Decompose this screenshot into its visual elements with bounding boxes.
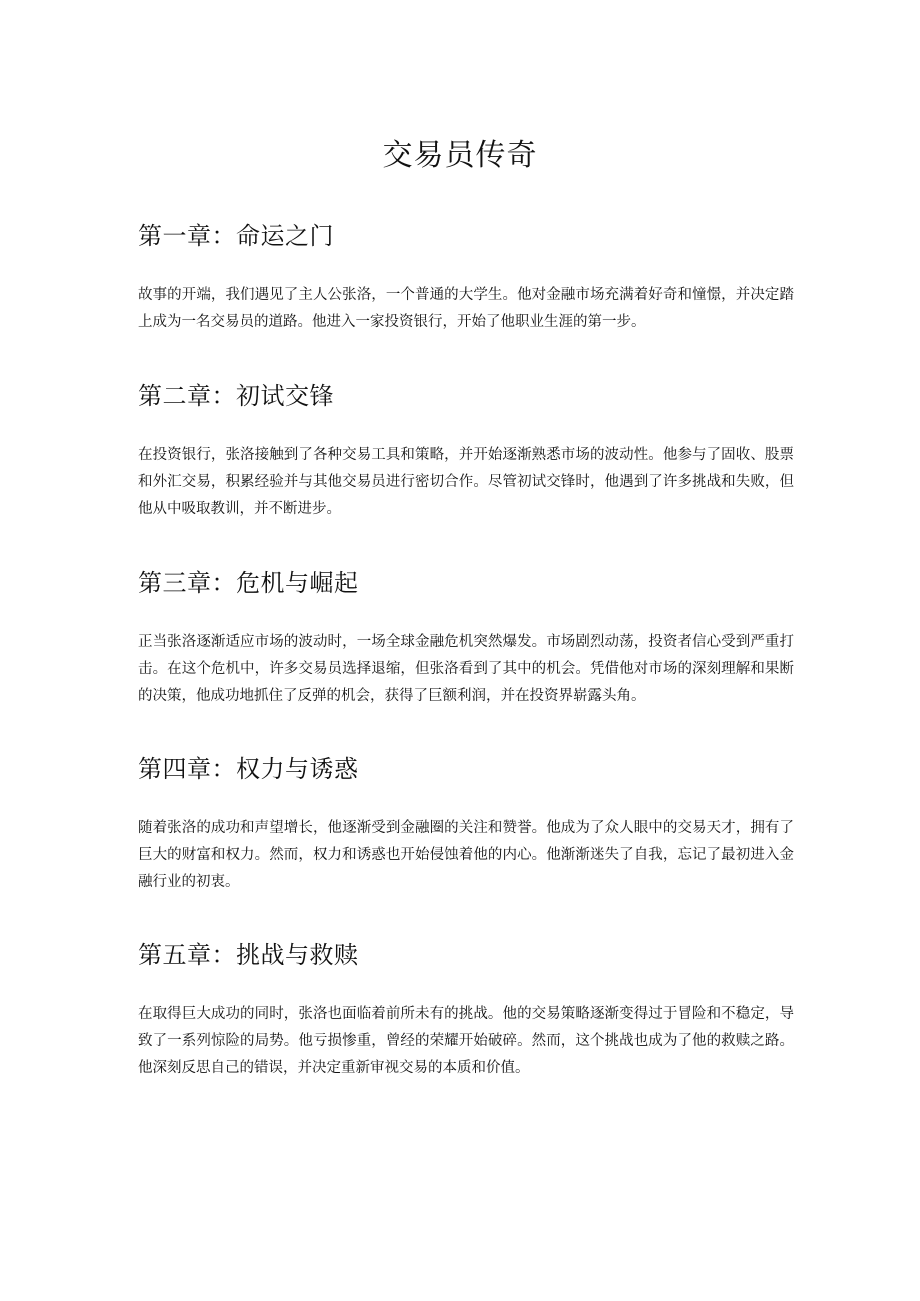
chapter-body: 故事的开端，我们遇见了主人公张洛，一个普通的大学生。他对金融市场充满着好奇和憧憬，并决定踏上成为一名交易员的道路。他进入一家投资银行，开始了他职业生涯的第一步。 [138, 287, 794, 330]
chapter-heading: 第二章：初试交锋 [138, 382, 334, 410]
chapter-body: 随着张洛的成功和声望增长，他逐渐受到金融圈的关注和赞誉。他成为了众人眼中的交易天才，拥有了巨大的财富和权力。然而，权力和诱惑也开始侵蚀着他的内心。他渐渐迷失了自我，忘记了最初进入金融行业的初衷。 [138, 820, 794, 890]
chapter-1 [138, 220, 794, 336]
chapter-5 [138, 939, 794, 1082]
chapter-2 [138, 380, 794, 523]
chapter-heading: 第五章：挑战与救赎 [138, 941, 359, 969]
chapter-body: 在取得巨大成功的同时，张洛也面临着前所未有的挑战。他的交易策略逐渐变得过于冒险和不稳定，导致了一系列惊险的局势。他亏损惨重，曾经的荣耀开始破碎。然而，这个挑战也成为了他的救赎之路。他深刻反思自己的错误，并决定重新审视交易的本质和价值。 [138, 1006, 794, 1076]
chapter-heading: 第一章：命运之门 [138, 222, 334, 250]
chapter-3 [138, 567, 794, 710]
document-title: 交易员传奇 [382, 138, 538, 173]
chapter-body: 正当张洛逐渐适应市场的波动时，一场全球金融危机突然爆发。市场剧烈动荡，投资者信心受到严重打击。在这个危机中，许多交易员选择退缩，但张洛看到了其中的机会。凭借他对市场的深刻理解和果断的决策，他成功地抓住了反弹的机会，获得了巨额利润，并在投资界崭露头角。 [138, 634, 794, 704]
chapter-heading: 第三章：危机与崛起 [138, 569, 359, 597]
chapter-body: 在投资银行，张洛接触到了各种交易工具和策略，并开始逐渐熟悉市场的波动性。他参与了固收、股票和外汇交易，积累经验并与其他交易员进行密切合作。尽管初试交锋时，他遇到了许多挑战和失败，但他从中吸取教训，并不断进步。 [138, 447, 794, 517]
chapter-heading: 第四章：权力与诱惑 [138, 755, 359, 783]
chapter-4 [138, 753, 794, 896]
